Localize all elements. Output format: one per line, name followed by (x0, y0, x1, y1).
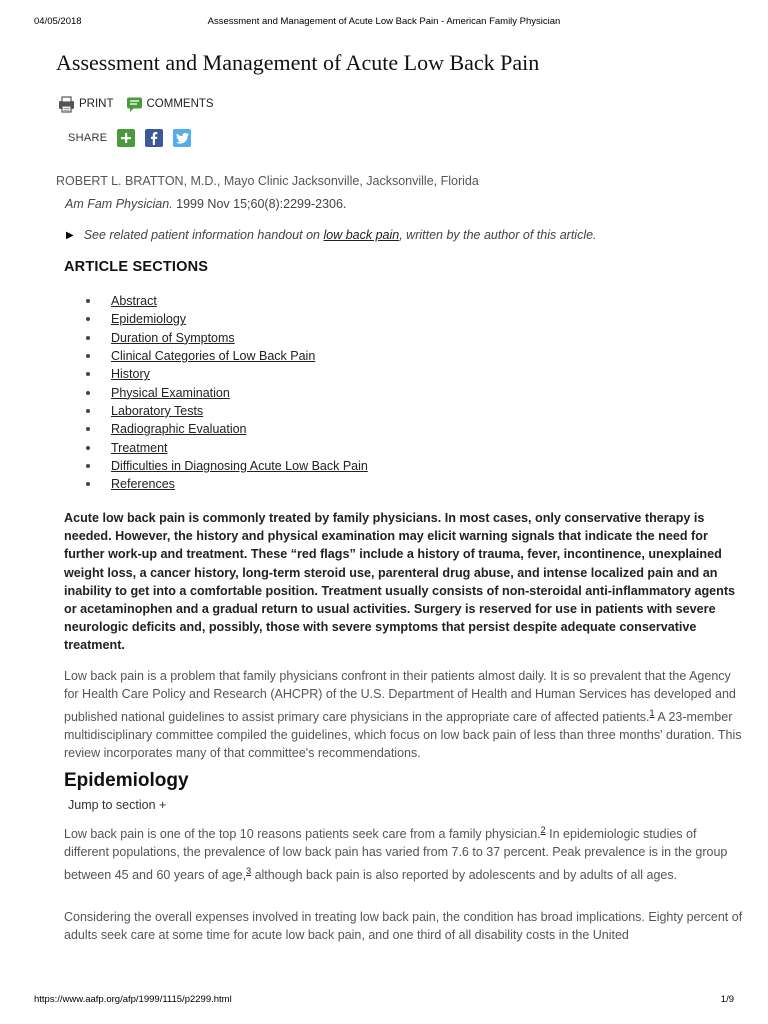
reference-link-1[interactable]: 1 (649, 707, 655, 718)
epi-text-3: although back pain is also reported by adolescents and by adults of all ages. (251, 867, 678, 882)
print-label: PRINT (79, 98, 114, 110)
reference-link-2[interactable]: 2 (540, 825, 546, 835)
section-link-laboratory-tests[interactable]: Laboratory Tests (111, 403, 204, 418)
citation-details: 1999 Nov 15;60(8):2299-2306. (172, 197, 347, 211)
section-link-abstract[interactable]: Abstract (111, 294, 157, 309)
share-plus-icon[interactable] (117, 129, 135, 147)
share-row (68, 128, 201, 148)
section-link-history[interactable]: History (111, 367, 150, 382)
list-item (86, 365, 368, 383)
bullet-icon (86, 409, 90, 413)
list-item (86, 329, 368, 347)
twitter-icon[interactable] (173, 129, 191, 147)
section-link-difficulties[interactable]: Difficulties in Diagnosing Acute Low Back Pain (111, 458, 368, 473)
abstract-text: Acute low back pain is commonly treated by family physicians. In most cases, only conservative therapy is needed. However, the history and physical examination may elicit warning signals that indicate the need for further work-up and treatment. These “red flags” include a history of trauma, fever, incontinence, unexplained weight loss, a cancer history, long-term steroid use, parenteral drug abuse, and intense localized pain and an inability to get into a comfortable position. Treatment usually consists of non-steroidal anti-inflammatory agents or acetaminophen and a gradual return to usual activities. Surgery is reserved for use in patients with severe neurologic deficits and, possibly, those with severe symptoms that persist despite adequate conservative treatment. (64, 511, 736, 653)
list-item (86, 438, 368, 456)
list-item (86, 475, 368, 493)
section-link-clinical-categories[interactable]: Clinical Categories of Low Back Pain (111, 349, 316, 364)
section-link-radiographic-evaluation[interactable]: Radiographic Evaluation (111, 422, 247, 437)
print-button[interactable] (58, 96, 114, 113)
comments-button[interactable] (126, 96, 214, 113)
list-item (86, 420, 368, 438)
list-item (86, 383, 368, 401)
related-prefix: See related patient information handout on (83, 228, 324, 242)
related-suffix: , written by the author of this article. (399, 228, 597, 242)
bullet-icon (86, 317, 90, 321)
comments-label: COMMENTS (146, 98, 214, 110)
epi-text-2: In epidemiologic studies of different populations, the prevalence of low back pain has varied from 7.6 to 37 percent. Peak prevalence is in the group between 45 and 60 years of age, (64, 827, 728, 882)
page-title: Assessment and Management of Acute Low Back Pain (56, 50, 540, 75)
epidemiology-heading: Epidemiology (64, 770, 189, 791)
epidemiology-paragraph-2: Considering the overall expenses involved in treating low back pain, the condition has broad implications. Eighty percent of adults seek care at some time for acute low back pain, and one third of all disability costs in the United (64, 910, 743, 943)
bullet-icon (86, 391, 90, 395)
print-header (34, 16, 734, 30)
print-url: https://www.aafp.org/afp/1999/1115/p2299.html (34, 994, 232, 1005)
intro-paragraph (64, 667, 744, 763)
section-link-duration[interactable]: Duration of Symptoms (111, 330, 235, 345)
epidemiology-paragraph-1 (64, 821, 744, 884)
printer-icon (58, 96, 75, 113)
facebook-icon[interactable] (145, 129, 163, 147)
bullet-icon (86, 372, 90, 376)
author-affiliation: ROBERT L. BRATTON, M.D., Mayo Clinic Jacksonville, Jacksonville, Florida (56, 174, 479, 188)
bullet-icon (86, 299, 90, 303)
citation-journal: Am Fam Physician. (65, 197, 173, 211)
list-item (86, 457, 368, 475)
bullet-icon (86, 354, 90, 358)
article-sections-list (86, 292, 368, 493)
bullet-icon (86, 482, 90, 486)
article-tools (58, 94, 226, 114)
bullet-icon (86, 336, 90, 340)
reference-link-3[interactable]: 3 (246, 865, 252, 876)
list-item (86, 292, 368, 310)
page-count: 1/9 (720, 994, 734, 1005)
share-label: SHARE (68, 132, 108, 144)
epi-text-1: Low back pain is one of the top 10 reasons patients seek care from a family physician. (64, 827, 541, 842)
section-link-physical-examination[interactable]: Physical Examination (111, 385, 230, 400)
list-item (86, 310, 368, 328)
triangle-right-icon: ▶ (66, 229, 74, 241)
section-link-references[interactable]: References (111, 477, 175, 492)
citation (65, 197, 346, 211)
bullet-icon (86, 446, 90, 450)
related-handout-link[interactable]: low back pain (323, 228, 400, 242)
section-link-treatment[interactable]: Treatment (111, 440, 168, 455)
article-sections-heading: ARTICLE SECTIONS (64, 259, 209, 275)
print-footer (34, 994, 734, 1008)
bullet-icon (86, 464, 90, 468)
section-link-epidemiology[interactable]: Epidemiology (111, 312, 187, 327)
related-handout-note (66, 228, 597, 242)
bullet-icon (86, 427, 90, 431)
list-item (86, 347, 368, 365)
comment-icon (126, 96, 143, 113)
print-doc-title: Assessment and Management of Acute Low Back Pain - American Family Physician (207, 16, 561, 27)
print-date: 04/05/2018 (34, 16, 82, 27)
intro-text-2: A 23-member multidisciplinary committee compiled the guidelines, which focus on low back pain of less than three months' duration. This review incorporates many of that committee's recommendations. (64, 709, 742, 761)
jump-to-section-toggle[interactable]: Jump to section + (68, 798, 167, 812)
list-item (86, 402, 368, 420)
intro-text-1: Low back pain is a problem that family physicians confront in their patients almost daily. It is so prevalent that the Agency for Health Care Policy and Research (AHCPR) of the U.S. Department of Health and Human Services has developed and published national guidelines to assist primary care physicians in the appropriate care of affected patients. (64, 669, 736, 724)
